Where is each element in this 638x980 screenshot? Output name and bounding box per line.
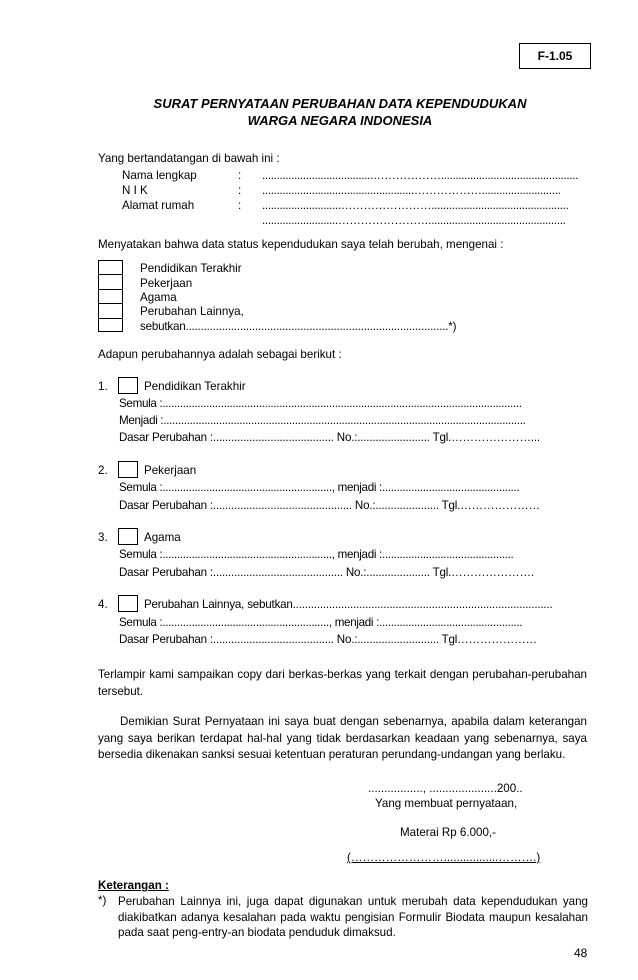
section-1-number: 1. xyxy=(98,380,108,393)
identity-field-name[interactable]: ......................................………………............................................... xyxy=(262,169,579,182)
identity-sep-nik: : xyxy=(238,184,242,197)
section-4-dasar[interactable]: Dasar Perubahan :........................................ No.:........................... Tgl………………… xyxy=(119,633,537,646)
form-code-box xyxy=(519,43,591,69)
section-1-checkbox[interactable] xyxy=(118,377,138,394)
place-date-line[interactable]: ................., .....................200.. xyxy=(368,782,523,795)
section-2-semula[interactable]: Semula :.........................................................., menjadi :............................................... xyxy=(119,481,520,494)
statement-text: Menyatakan bahwa data status kependudukan saya telah berubah, mengenai : xyxy=(98,238,504,251)
form-code: F-1.05 xyxy=(537,49,573,63)
identity-field-nik[interactable]: ....................................................………………........................... xyxy=(262,184,561,197)
section-4-semula[interactable]: Semula :........................................................., menjadi :................................................. xyxy=(119,616,523,629)
option-checkbox-pendidikan[interactable] xyxy=(99,261,122,275)
note-mark: *) xyxy=(98,894,107,907)
option-lainnya: Perubahan Lainnya, xyxy=(140,305,244,318)
page-number: 48 xyxy=(574,946,588,960)
option-sebutkan[interactable]: sebutkan.......................................................................................*) xyxy=(140,320,457,333)
section-3-dasar[interactable]: Dasar Perubahan :........................................... No.:..................... Tgl.…………………. xyxy=(119,566,534,579)
title-line-2: WARGA NEGARA INDONESIA xyxy=(247,113,433,128)
section-2-title: Pekerjaan xyxy=(144,464,197,477)
section-2-dasar[interactable]: Dasar Perubahan :.............................................. No.:..................... Tgl.………………… xyxy=(119,499,540,512)
section-4-title[interactable]: Perubahan Lainnya, sebutkan...................................................................................... xyxy=(144,598,553,611)
note-title: Keterangan : xyxy=(98,879,169,892)
option-pendidikan: Pendidikan Terakhir xyxy=(140,262,242,275)
identity-sep-address: : xyxy=(238,199,242,212)
section-4-checkbox[interactable] xyxy=(118,595,138,612)
identity-sep-name: : xyxy=(238,169,242,182)
identity-label-address: Alamat rumah xyxy=(122,199,195,212)
section-1-semula[interactable]: Semula :........................................................................................................................... xyxy=(119,397,522,410)
section-2-number: 2. xyxy=(98,464,108,477)
section-3-number: 3. xyxy=(98,531,108,544)
attachment-paragraph: Terlampir kami sampaikan copy dari berkas-berkas yang terkait dengan perubahan-perubahan tersebut. xyxy=(98,668,587,698)
option-checkbox-lainnya[interactable] xyxy=(99,304,122,318)
section-2-checkbox[interactable] xyxy=(118,461,138,478)
signer-label: Yang membuat pernyataan, xyxy=(375,797,518,810)
section-1-menjadi[interactable]: Menjadi :............................................................................................................................ xyxy=(119,414,526,427)
option-checkbox-sebutkan[interactable] xyxy=(99,319,122,333)
closing-paragraph: Demikian Surat Pernyataan ini saya buat dengan sebenarnya, apabila dalam keterangan yang saya berikan terdapat hal-hal yang tidak berdasarkan keadaan yang sebenarnya, saya bersedia dikenakan sanksi sesuai ketentuan peraturan perundang-undangan yang berlaku. xyxy=(98,715,587,761)
option-pekerjaan: Pekerjaan xyxy=(140,277,193,290)
note-text: Perubahan Lainnya ini, juga dapat digunakan untuk merubah data kependudukan yang diakibatkan adanya kesalahan pada waktu pengisian Formulir Biodata maupun kesalahan pada saat peng-entry-an biodata penduduk dimaksud. xyxy=(118,895,588,939)
intro-text: Yang bertandatangan di bawah ini : xyxy=(98,152,280,165)
stamp-label: Materai Rp 6.000,- xyxy=(400,826,497,839)
section-4-number: 4. xyxy=(98,598,108,611)
option-agama: Agama xyxy=(140,291,177,304)
identity-field-address[interactable]: ...........................……………………............................................... xyxy=(262,199,569,212)
option-checkbox-pekerjaan[interactable] xyxy=(99,275,122,289)
section-3-checkbox[interactable] xyxy=(118,528,138,545)
section-1-title: Pendidikan Terakhir xyxy=(144,380,246,393)
section-3-semula[interactable]: Semula :.........................................................., menjadi :............................................. xyxy=(119,548,514,561)
changes-intro: Adapun perubahannya adalah sebagai berikut : xyxy=(98,348,342,361)
identity-label-nik: N I K xyxy=(122,184,148,197)
identity-label-name: Nama lengkap xyxy=(122,169,197,182)
section-1-dasar[interactable]: Dasar Perubahan :........................................ No.:........................ Tgl.…………………... xyxy=(119,431,540,444)
option-checkbox-group[interactable] xyxy=(98,260,123,332)
title-line-1: SURAT PERNYATAAN PERUBAHAN DATA KEPENDUDUKAN xyxy=(153,96,527,111)
option-checkbox-agama[interactable] xyxy=(99,290,122,304)
signature-line[interactable]: (…………………….................……….) xyxy=(347,851,541,864)
identity-field-address-line-2[interactable]: ..........................……………………............................................... xyxy=(262,214,566,227)
section-3-title: Agama xyxy=(144,531,181,544)
